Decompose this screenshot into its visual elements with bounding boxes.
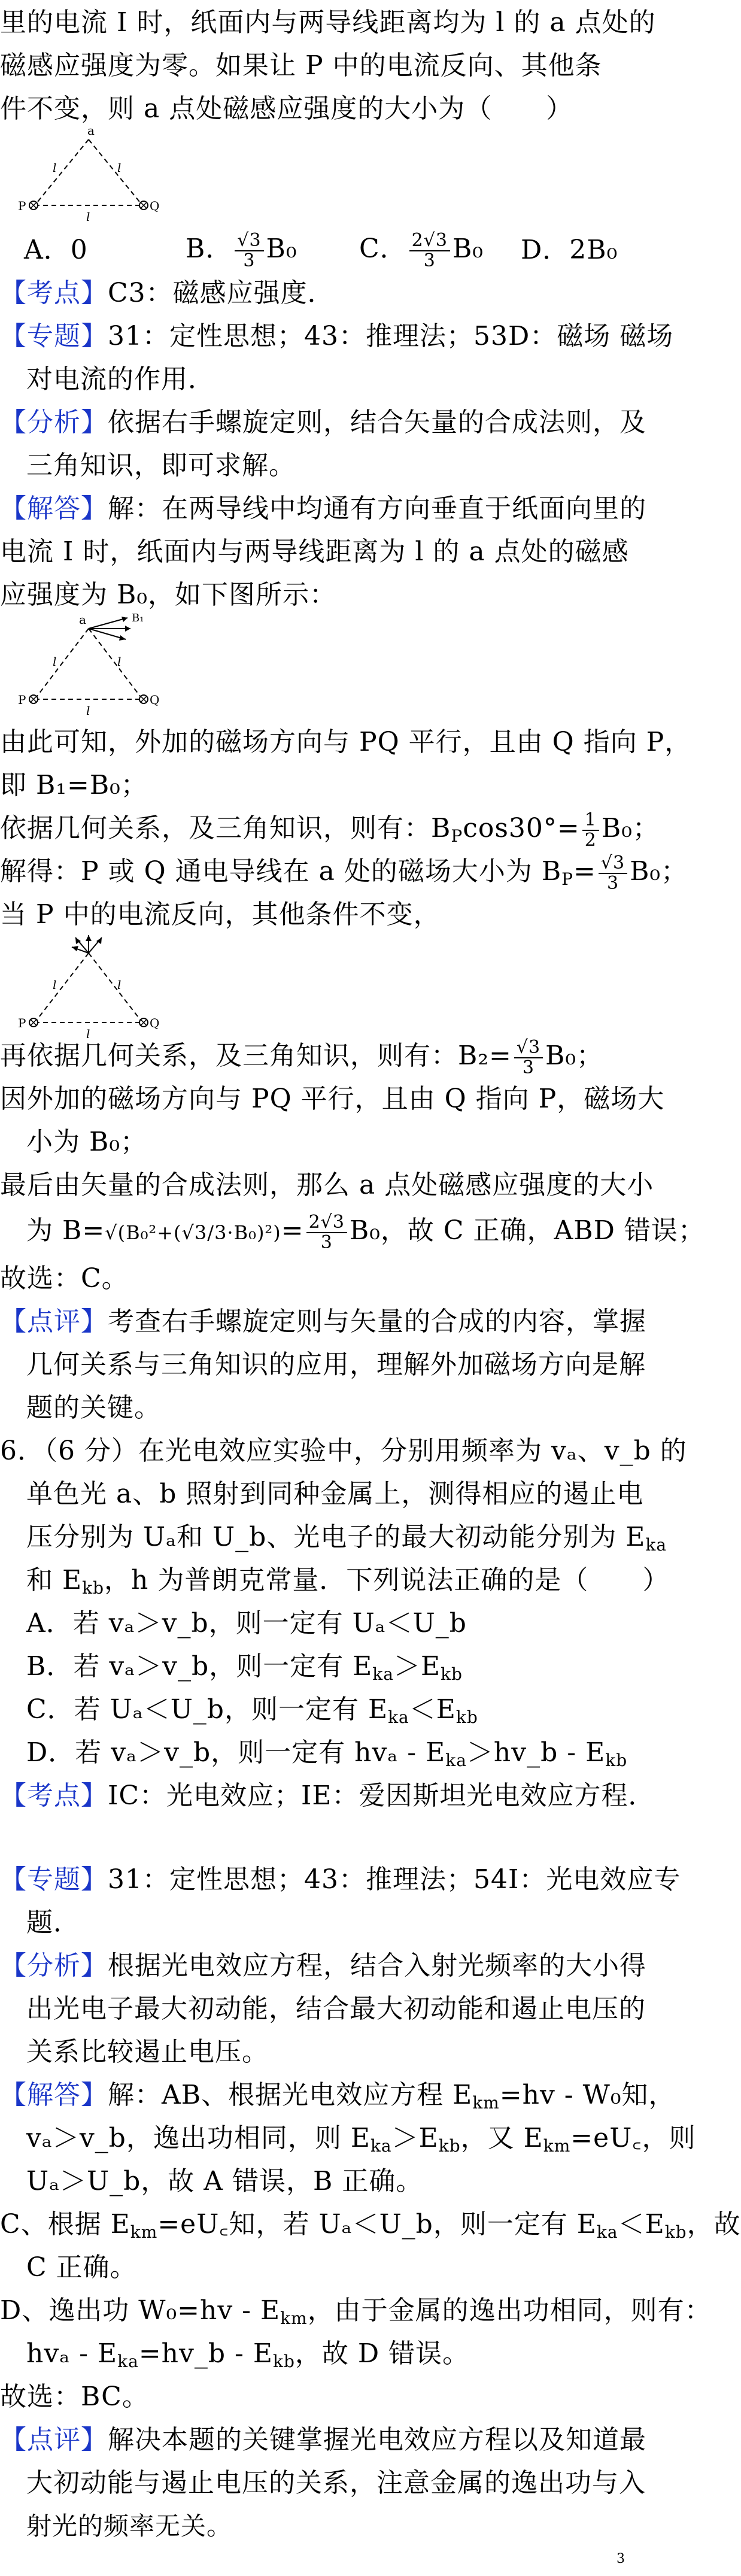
jieda-line: 【解答】解：AB、根据光电效应方程 $E_{km}=hv - W_0$知，: [0, 2080, 676, 2113]
text-line: 由此可知，外加的磁场方向与 PQ 平行，且由 Q 指向 P，: [0, 727, 692, 757]
formula-line: 依据几何关系，及三角知识，则有：$B_P\cos 30^\circ=$ $\frac{1}{2}$ B₀；: [0, 809, 660, 851]
label-q: Q: [150, 693, 160, 707]
kaodian-line: 【考点】IC：光电效应；IE：爱因斯坦光电效应方程．: [0, 1780, 655, 1811]
text-line: 电流 I 时，纸面内与两导线距离为 l 的 a 点处的磁感: [0, 536, 629, 567]
text-line: 出光电子最大初动能，结合最大初动能和遏止电压的: [26, 1994, 646, 2024]
label-l: l: [117, 978, 122, 992]
label-b1: B₁: [132, 612, 144, 624]
text-line: 件不变，则 a 点处磁感应强度的大小为（ ）: [0, 93, 573, 124]
dianping-line: 【点评】解决本题的关键掌握光电效应方程以及知道最: [0, 2425, 646, 2455]
text-line: 对电流的作用．: [26, 364, 215, 395]
text-line: 故选：C。: [0, 1263, 129, 1294]
text-line: $hv_a - E_{ka}=hv\_b - E_{kb}$，故 D 错误。: [26, 2338, 470, 2371]
text-line: 因外加的磁场方向与 PQ 平行，且由 Q 指向 P，磁场大: [0, 1084, 665, 1114]
triangle-figure-1: [17, 123, 160, 224]
zhuanti-line: 【专题】31：定性思想；43：推理法；53D：磁场 磁场: [0, 321, 674, 351]
label-a: a: [79, 612, 86, 627]
question-7-line: [0, 2538, 646, 2574]
text-line: 即 B₁=B₀；: [0, 770, 148, 800]
fenxi-line: 【分析】依据右手螺旋定则，结合矢量的合成法则，及: [0, 407, 646, 438]
triangle-figure-2: [17, 611, 172, 718]
label-l: l: [117, 160, 122, 175]
formula-line: 解得：P 或 Q 通电导线在 a 处的磁场大小为 $B_P=$ $\frac{√3}{3}$ B₀；: [0, 852, 688, 894]
label-p: P: [18, 199, 26, 213]
formula-line: 再依据几何关系，及三角知识，则有：B₂= $\frac{√3}{3}$ B₀；: [0, 1036, 604, 1078]
text-line: 射光的频率无关。: [26, 2511, 233, 2541]
label-q: Q: [150, 199, 160, 213]
option-c: C． $\frac{2√3}{3}$ B₀: [359, 229, 484, 271]
text-line: 故选：BC。: [0, 2381, 149, 2412]
text-line: 压分别为 Uₐ和 U_b、光电子的最大初动能分别为 $E_{ka}$: [26, 1522, 667, 1555]
label-l: l: [53, 160, 57, 175]
text-line: Uₐ＞U_b，故 A 错误，B 正确。: [26, 2166, 423, 2196]
option-a: A．若 vₐ＞v_b，则一定有 Uₐ＜U_b: [26, 1608, 467, 1639]
text-line: 小为 B₀；: [26, 1127, 147, 1157]
text-line: C、根据 $E_{km}=eU꜀$知，若 Uₐ＜U_b，则一定有 $E_{ka}<E_{kb}$，故: [0, 2209, 741, 2242]
text-line: 最后由矢量的合成法则，那么 a 点处磁感应强度的大小: [0, 1170, 654, 1200]
text-line: 大初动能与遏止电压的关系，注意金属的逸出功与入: [26, 2468, 646, 2498]
option-d: D．若 vₐ＞v_b，则一定有 $hv_a - E_{ka}>hv\_b - E_{kb}$: [26, 1737, 628, 1770]
question-6-line: 6．（6 分）在光电效应实验中，分别用频率为 vₐ、v_b 的: [0, 1436, 687, 1466]
option-b: B．若 vₐ＞v_b，则一定有 $E_{ka}>E_{kb}$: [26, 1651, 463, 1684]
label-l: l: [53, 978, 57, 992]
text-line: 磁感应强度为零。如果让 P 中的电流反向、其他条: [0, 50, 602, 81]
option-c: C．若 Uₐ＜U_b，则一定有 $E_{ka}<E_{kb}$: [26, 1694, 478, 1727]
text-line: 三角知识，即可求解。: [26, 450, 296, 481]
text-line: 当 P 中的电流反向，其他条件不变，: [0, 899, 441, 930]
label-p: P: [18, 1016, 26, 1030]
fenxi-line: 【分析】根据光电效应方程，结合入射光频率的大小得: [0, 1950, 646, 1981]
label-l: l: [53, 654, 57, 669]
jieda-line: 【解答】解：在两导线中均通有方向垂直于纸面向里的: [0, 493, 646, 524]
label-p: P: [18, 693, 26, 707]
page-number: 3: [617, 2551, 625, 2566]
option-b: B． $\frac{√3}{3}$ B₀: [186, 229, 297, 271]
text-line: 关系比较遏止电压。: [26, 2037, 269, 2067]
text-line: 应强度为 B₀，如下图所示：: [0, 579, 336, 610]
label-q: Q: [150, 1016, 160, 1030]
dianping-line: 【点评】考查右手螺旋定则与矢量的合成的内容，掌握: [0, 1306, 646, 1337]
label-l: l: [117, 654, 122, 669]
formula-line: 为 B=√(B₀²+(√3/3·B₀)²)= $\frac{2√3}{3}$ B₀，故 C 正确，ABD 错误；: [26, 1211, 705, 1253]
triangle-figure-3: [17, 934, 160, 1042]
text-line: 里的电流 I 时，纸面内与两导线距离均为 l 的 a 点处的: [0, 7, 656, 38]
text-line: D、逸出功 $W_0=hv - E_{km}$，由于金属的逸出功相同，则有：: [0, 2295, 712, 2328]
label-l: l: [86, 210, 90, 224]
text-line: C 正确。: [26, 2252, 137, 2283]
zhuanti-line: 【专题】31：定性思想；43：推理法；54I：光电效应专: [0, 1864, 681, 1895]
option-a: A．0: [24, 235, 88, 265]
text-line: 题的关键。: [26, 1392, 161, 1423]
option-d: D．2B₀: [521, 235, 618, 265]
label-l: l: [86, 1027, 90, 1041]
kaodian-line: 【考点】C3：磁感应强度．: [0, 278, 335, 308]
text-line: 单色光 a、b 照射到同种金属上，测得相应的遏止电: [26, 1479, 644, 1509]
label-l: l: [86, 703, 90, 718]
text-line: vₐ＞v_b，逸出功相同，则 $E_{ka}>E_{kb}$，又 $E_{km}=eU꜀$，则: [26, 2123, 696, 2156]
text-line: 几何关系与三角知识的应用，理解外加磁场方向是解: [26, 1349, 646, 1380]
text-line: 题．: [26, 1907, 80, 1938]
label-a: a: [87, 123, 95, 138]
text-line: 和 $E_{kb}$，h 为普朗克常量．下列说法正确的是（ ）: [26, 1565, 670, 1598]
